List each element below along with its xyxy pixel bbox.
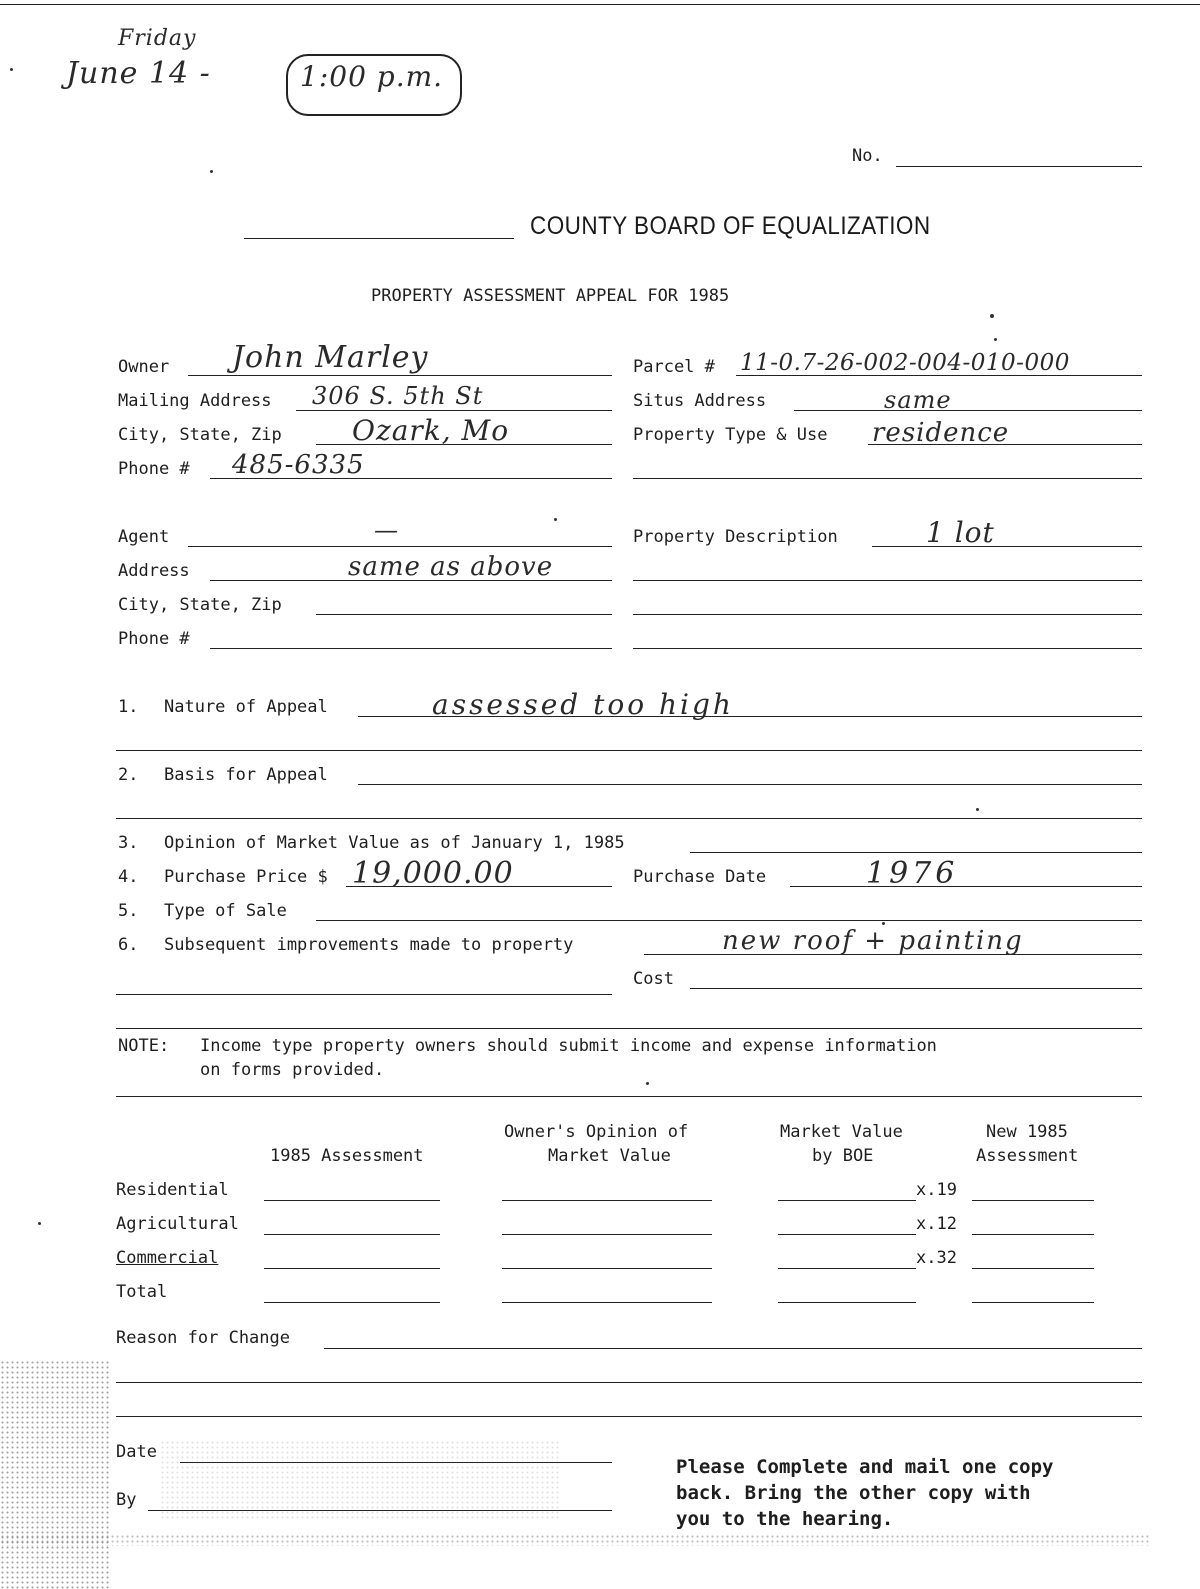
property-description-line-3[interactable] [633,614,1142,615]
purchase-date-line[interactable] [790,886,1142,887]
agricultural-owner-opinion-line[interactable] [502,1234,712,1235]
improvements-value: new roof + painting [722,926,1024,956]
col-market-value-boe-line-1: Market Value [780,1122,903,1142]
agent-value: — [374,516,399,544]
agricultural-assessment-line[interactable] [264,1234,440,1235]
improvements-label: Subsequent improvements made to property [164,935,574,955]
total-owner-opinion-line[interactable] [502,1302,712,1303]
total-new-assessment-line[interactable] [972,1302,1094,1303]
commercial-new-assessment-line[interactable] [972,1268,1094,1269]
owner-phone-value: 485-6335 [232,450,365,480]
scan-speck [646,1082,649,1085]
date-label: Date [116,1442,157,1462]
mailing-address-label: Mailing Address [118,391,272,411]
commercial-owner-opinion-line[interactable] [502,1268,712,1269]
opinion-market-value-line[interactable] [690,852,1142,853]
form-subtitle: PROPERTY ASSESSMENT APPEAL FOR 1985 [371,286,730,306]
county-name-line[interactable] [244,238,514,239]
handwritten-date: June 14 - [66,56,211,91]
handwritten-time: 1:00 p.m. [300,60,444,93]
residential-new-assessment-line[interactable] [972,1200,1094,1201]
note-divider-line [116,1096,1142,1097]
total-assessment-line[interactable] [264,1302,440,1303]
parcel-value: 11-0.7-26-002-004-010-000 [740,350,1070,376]
item-3-number: 3. [118,833,139,853]
basis-for-appeal-label: Basis for Appeal [164,765,328,785]
item-5-number: 5. [118,901,139,921]
residential-owner-opinion-line[interactable] [502,1200,712,1201]
handwritten-day: Friday [118,26,197,51]
agent-line[interactable] [188,546,612,547]
agricultural-new-assessment-line[interactable] [972,1234,1094,1235]
col-market-value-boe-line-2: by BOE [812,1146,874,1166]
scan-speck [882,922,885,925]
mailing-address-value: 306 S. 5th St [312,382,484,410]
closing-line-1: Please Complete and mail one copy [676,1456,1054,1478]
commercial-multiplier: x.32 [916,1248,957,1268]
agent-city-label: City, State, Zip [118,595,282,615]
top-edge-line [0,4,1200,5]
property-description-label: Property Description [633,527,838,547]
situs-address-line[interactable] [794,410,1142,411]
owner-label: Owner [118,357,170,377]
type-of-sale-line[interactable] [316,920,1142,921]
owner-line[interactable] [188,375,612,376]
nature-of-appeal-value: assessed too high [432,688,734,721]
property-description-value: 1 lot [926,516,995,549]
owner-city-value: Ozark, Mo [352,414,510,447]
col-owner-opinion-line-2: Market Value [548,1146,671,1166]
scan-noise-left [0,1360,110,1589]
col-owner-opinion-line-1: Owner's Opinion of [504,1122,689,1142]
note-line-2: on forms provided. [200,1060,385,1080]
residential-multiplier: x.19 [916,1180,957,1200]
note-line-1: Income type property owners should submit income and expense information [200,1036,937,1056]
item-2-number: 2. [118,765,139,785]
scan-speck [976,808,979,811]
owner-city-label: City, State, Zip [118,425,282,445]
property-description-line-4[interactable] [633,648,1142,649]
scan-speck [994,338,997,341]
col-1985-assessment: 1985 Assessment [270,1146,424,1166]
opinion-market-value-label: Opinion of Market Value as of January 1, 1985 [164,833,625,853]
parcel-extra-line[interactable] [633,478,1142,479]
purchase-date-value: 1976 [866,856,959,891]
col-new-assessment-line-1: New 1985 [986,1122,1068,1142]
scan-speck [38,1222,41,1225]
situs-address-value: same [884,386,952,414]
reason-for-change-line-3[interactable] [116,1416,1142,1417]
scan-speck [990,314,994,318]
scan-noise-bottom [0,1534,1150,1546]
parcel-label: Parcel # [633,357,715,377]
property-type-label: Property Type & Use [633,425,828,445]
commercial-assessment-line[interactable] [264,1268,440,1269]
total-boe-line[interactable] [778,1302,916,1303]
reason-for-change-line[interactable] [324,1348,1142,1349]
basis-for-appeal-line[interactable] [358,784,1142,785]
property-description-line-2[interactable] [633,580,1142,581]
item-4-number: 4. [118,867,139,887]
mailing-address-line[interactable] [296,410,612,411]
agent-phone-label: Phone # [118,629,190,649]
situs-address-label: Situs Address [633,391,767,411]
type-of-sale-label: Type of Sale [164,901,287,921]
agent-address-label: Address [118,561,190,581]
form-title: COUNTY BOARD OF EQUALIZATION [530,212,931,240]
improvements-line-2[interactable] [116,994,612,995]
nature-of-appeal-line-2[interactable] [116,750,1142,751]
residential-boe-line[interactable] [778,1200,916,1201]
agent-city-line[interactable] [316,614,612,615]
by-label: By [116,1490,137,1510]
closing-line-2: back. Bring the other copy with [676,1482,1031,1504]
reason-for-change-line-2[interactable] [116,1382,1142,1383]
purchase-date-label: Purchase Date [633,867,767,887]
agent-phone-line[interactable] [210,648,612,649]
row-label-commercial: Commercial [116,1248,219,1268]
item-1-number: 1. [118,697,139,717]
row-label-residential: Residential [116,1180,229,1200]
owner-value: John Marley [232,340,429,375]
cost-label: Cost [633,969,674,989]
closing-line-3: you to the hearing. [676,1508,894,1530]
agricultural-multiplier: x.12 [916,1214,957,1234]
form-number-label: No. [852,146,883,166]
owner-phone-label: Phone # [118,459,190,479]
note-label: NOTE: [118,1036,170,1056]
property-description-line[interactable] [872,546,1142,547]
scan-speck [10,68,13,71]
commercial-boe-line[interactable] [778,1268,916,1269]
scan-noise-middle [160,1440,560,1520]
basis-for-appeal-line-2[interactable] [116,818,1142,819]
agricultural-boe-line[interactable] [778,1234,916,1235]
agent-address-value: same as above [348,552,554,582]
cost-line[interactable] [690,988,1142,989]
scan-speck [554,518,557,521]
property-type-value: residence [872,418,1010,448]
item-6-number: 6. [118,935,139,955]
reason-for-change-label: Reason for Change [116,1328,290,1348]
agent-label: Agent [118,527,170,547]
scan-speck [210,170,213,173]
section-divider-line [116,1028,1142,1029]
form-number-line[interactable] [896,166,1142,167]
col-new-assessment-line-2: Assessment [976,1146,1079,1166]
row-label-total: Total [116,1282,168,1302]
nature-of-appeal-label: Nature of Appeal [164,697,328,717]
row-label-agricultural: Agricultural [116,1214,239,1234]
purchase-price-label: Purchase Price $ [164,867,328,887]
purchase-price-value: 19,000.00 [352,856,514,891]
residential-assessment-line[interactable] [264,1200,440,1201]
